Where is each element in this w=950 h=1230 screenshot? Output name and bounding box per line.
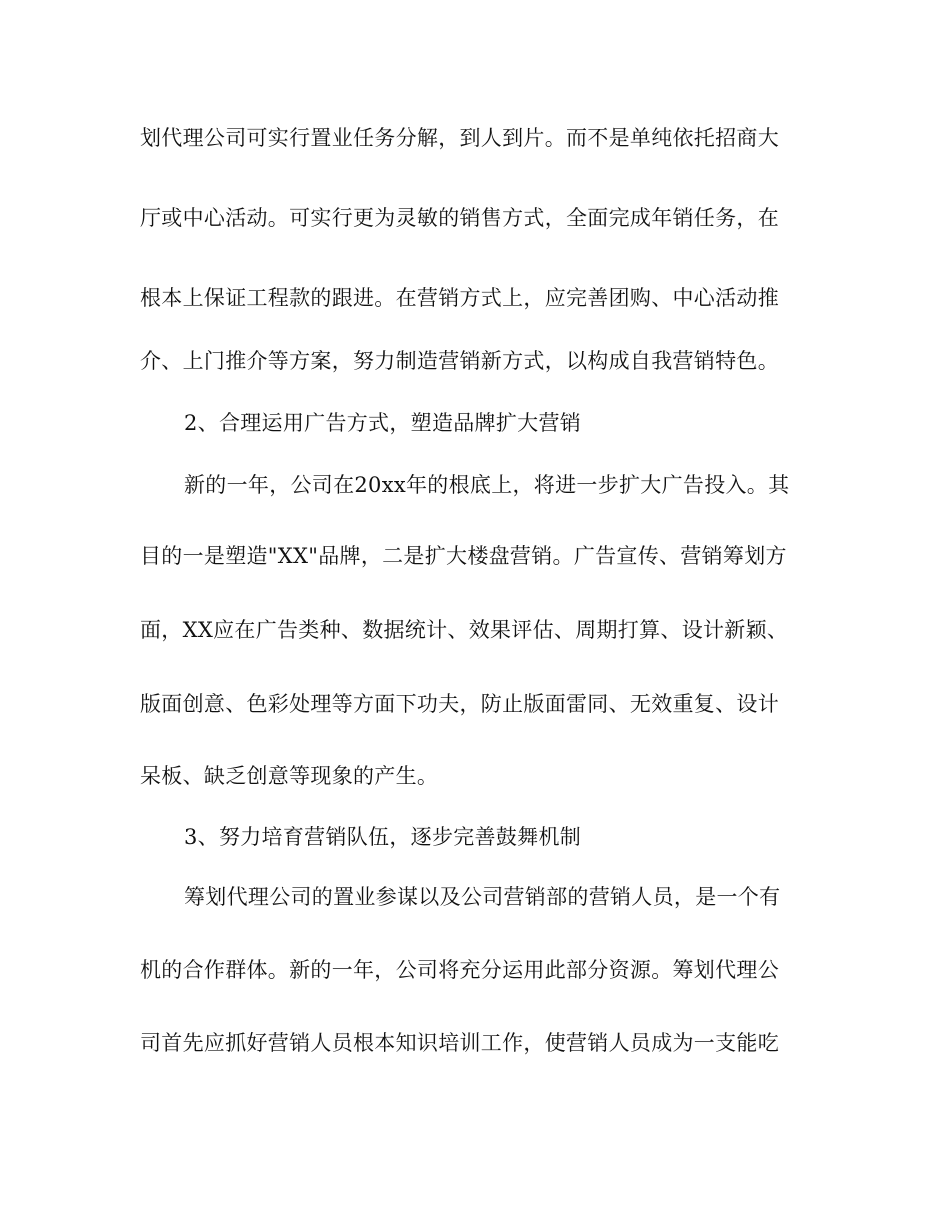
- paragraph-line: 划代理公司可实行置业任务分解，到人到片。而不是单纯依托招商大: [140, 126, 779, 150]
- paragraph-line: 新的一年，公司在20xx年的根底上，将进一步扩大广告投入。其: [184, 473, 790, 497]
- paragraph-line: 机的合作群体。新的一年，公司将充分运用此部分资源。筹划代理公: [140, 958, 779, 982]
- paragraph-line: 筹划代理公司的置业参谋以及公司营销部的营销人员，是一个有: [184, 885, 781, 909]
- paragraph-line: 面，XX应在广告类种、数据统计、效果评估、周期打算、设计新颖、: [140, 618, 789, 642]
- section-heading-2: 2、合理运用广告方式，塑造品牌扩大营销: [184, 411, 582, 435]
- paragraph-line: 目的一是塑造"XX"品牌，二是扩大楼盘营销。广告宣传、营销筹划方: [140, 544, 787, 568]
- paragraph-line: 根本上保证工程款的跟进。在营销方式上，应完善团购、中心活动推: [140, 286, 779, 310]
- section-heading-3: 3、努力培育营销队伍，逐步完善鼓舞机制: [184, 825, 582, 849]
- paragraph-line: 司首先应抓好营销人员根本知识培训工作，使营销人员成为一支能吃: [140, 1031, 779, 1055]
- paragraph-line: 厅或中心活动。可实行更为灵敏的销售方式，全面完成年销任务，在: [140, 206, 779, 230]
- paragraph-line: 呆板、缺乏创意等现象的产生。: [140, 764, 439, 788]
- paragraph-line: 版面创意、色彩处理等方面下功夫，防止版面雷同、无效重复、设计: [140, 692, 779, 716]
- paragraph-line: 介、上门推介等方案，努力制造营销新方式，以构成自我营销特色。: [140, 349, 779, 373]
